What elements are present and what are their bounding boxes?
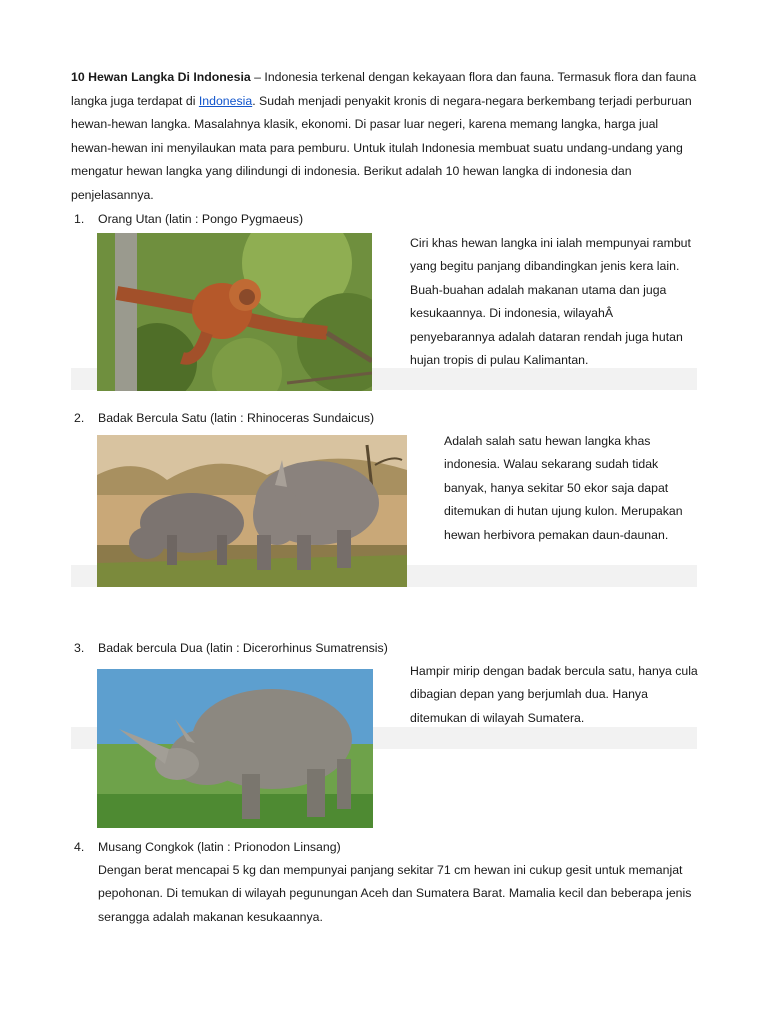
intro-lead-text: – Indonesia terkenal dengan kekayaan flora dan fauna. Termasuk flora dan fauna langka juga terdapat di (71, 70, 697, 108)
item-3-heading (74, 639, 388, 657)
intro-body-text: . Sudah menjadi penyakit kronis di negara-negara berkembang terjadi perburuan hewan-hewan langka. Masalahnya klasik, ekonomi. Di pasar luar negeri, karena memang langka, harga jual hewan-hewan ini menyilaukan mata para pemburu. Untuk itulah Indonesia membuat suatu undang-undang yang mengatur hewan langka yang dilindungi di indonesia. Berikut adalah 10 hewan langka di indonesia dan penjelasannya. (71, 93, 692, 202)
orangutan-photo (97, 233, 372, 391)
item-4-number: 4. (74, 840, 85, 854)
item-1-heading (74, 210, 303, 228)
item-1-description: Ciri khas hewan langka ini ialah mempunyai rambut yang begitu panjang dibandingkan jenis kera lain. Buah-buahan adalah makanan utama dan juga kesukaannya. Di indonesia, wilayahÂ penyebarannya adalah dataran rendah juga hutan hujan tropis di pulau Kalimantan. (410, 236, 691, 368)
item-2-title: Badak Bercula Satu (latin : Rhinoceras Sundaicus) (98, 411, 375, 425)
item-2-description: Adalah salah satu hewan langka khas indonesia. Walau sekarang sudah tidak banyak, hanya sekitar 50 ekor saja dapat ditemukan di hutan ujung kulon. Merupakan hewan herbivora pemakan daun-daunan. (444, 434, 683, 542)
article-title: 10 Hewan Langka Di Indonesia (71, 70, 251, 84)
item-1-number: 1. (74, 212, 85, 226)
item-3-number: 3. (74, 641, 85, 655)
rhino-one-horn-photo (97, 435, 407, 587)
intro-paragraph (71, 66, 701, 208)
item-2-heading (74, 409, 374, 427)
indonesia-link[interactable]: Indonesia (198, 93, 253, 108)
item-4-title: Musang Congkok (latin : Prionodon Linsang) (98, 840, 341, 854)
rhino-two-horn-photo (97, 669, 373, 828)
item-3-title: Badak bercula Dua (latin : Dicerorhinus Sumatrensis) (98, 641, 388, 655)
item-4-heading (74, 838, 341, 856)
item-3-description: Hampir mirip dengan badak bercula satu, hanya cula dibagian depan yang berjumlah dua. Hanya ditemukan di wilayah Sumatera. (410, 664, 698, 725)
item-4-description: Dengan berat mencapai 5 kg dan mempunyai panjang sekitar 71 cm hewan ini cukup gesit untuk memanjat pepohonan. Di temukan di wilayah pegunungan Aceh dan Sumatera Barat. Mamalia kecil dan beberapa jenis serangga adalah makanan kesukaannya. (98, 863, 692, 924)
item-1-title: Orang Utan (latin : Pongo Pygmaeus) (98, 212, 304, 226)
item-2-number: 2. (74, 411, 85, 425)
